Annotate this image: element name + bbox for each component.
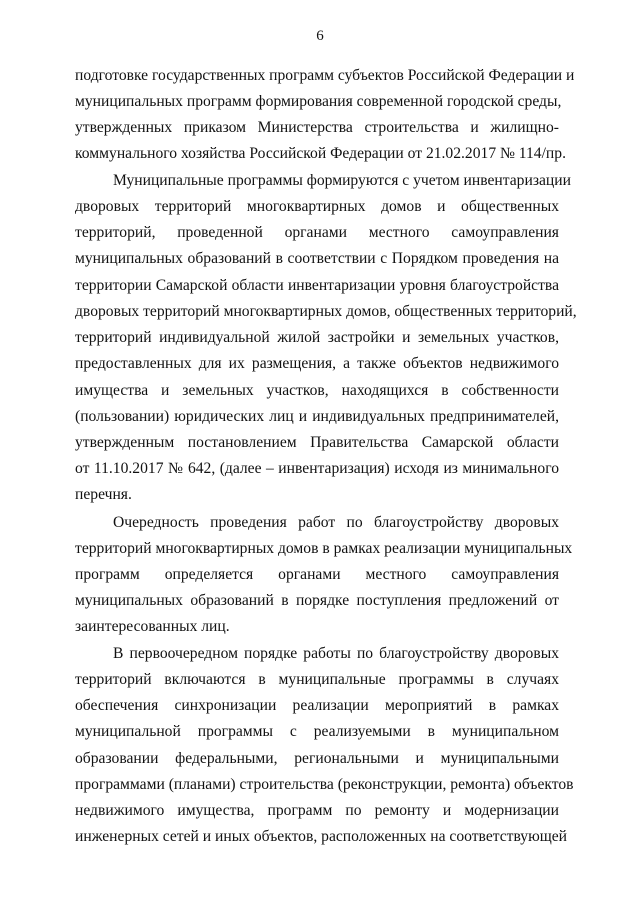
text-line: перечня. (75, 486, 132, 503)
text-line: дворовых территорий многоквартирных домов и общественных (75, 198, 559, 215)
text-line: утвержденным постановлением Правительства Самарской области (75, 434, 559, 451)
text-line: программ определяется органами местного самоуправления (75, 566, 559, 583)
text-line: недвижимого имущества, программ по ремонту и модернизации (75, 802, 559, 819)
text-line: коммунального хозяйства Российской Федерации от 21.02.2017 № 114/пр. (75, 145, 566, 162)
text-line: от 11.10.2017 № 642, (далее – инвентаризация) исходя из минимального (75, 460, 559, 477)
text-line: заинтересованных лиц. (75, 618, 230, 635)
text-line: территорий индивидуальной жилой застройки и земельных участков, (75, 329, 559, 346)
text-line: инженерных сетей и иных объектов, расположенных на соответствующей (75, 828, 568, 845)
text-line: муниципальных образований в соответствии с Порядком проведения на (75, 250, 559, 267)
text-line: территорий многоквартирных домов в рамках реализации муниципальных (75, 540, 573, 557)
text-line: программами (планами) строительства (реконструкции, ремонта) объектов (75, 776, 574, 793)
text-line: обеспечения синхронизации реализации мероприятий в рамках (75, 697, 559, 714)
text-line: В первоочередном порядке работы по благоустройству дворовых (113, 645, 559, 662)
text-line: территорий, проведенной органами местного самоуправления (75, 224, 559, 241)
text-line: территорий включаются в муниципальные программы в случаях (75, 671, 559, 688)
text-line: имущества и земельных участков, находящихся в собственности (75, 382, 559, 399)
text-line: Муниципальные программы формируются с учетом инвентаризации (113, 172, 571, 189)
text-line: территории Самарской области инвентаризации уровня благоустройства (75, 277, 559, 294)
text-line: муниципальных программ формирования современной городской среды, (75, 93, 562, 110)
text-line: (пользовании) юридических лиц и индивидуальных предпринимателей, (75, 408, 559, 425)
text-line: утвержденных приказом Министерства строительства и жилищно- (75, 119, 559, 136)
text-line: образовании федеральными, региональными и муниципальными (75, 750, 559, 767)
text-line: Очередность проведения работ по благоустройству дворовых (113, 514, 559, 531)
text-line: подготовке государственных программ субъектов Российской Федерации и (75, 67, 575, 84)
text-line: предоставленных для их размещения, а также объектов недвижимого (75, 355, 559, 372)
text-line: дворовых территорий многоквартирных домов, общественных территорий, (75, 303, 577, 320)
page-number: 6 (316, 28, 324, 44)
text-line: муниципальных образований в порядке поступления предложений от (75, 592, 559, 609)
text-line: муниципальной программы с реализуемыми в муниципальном (75, 723, 559, 740)
